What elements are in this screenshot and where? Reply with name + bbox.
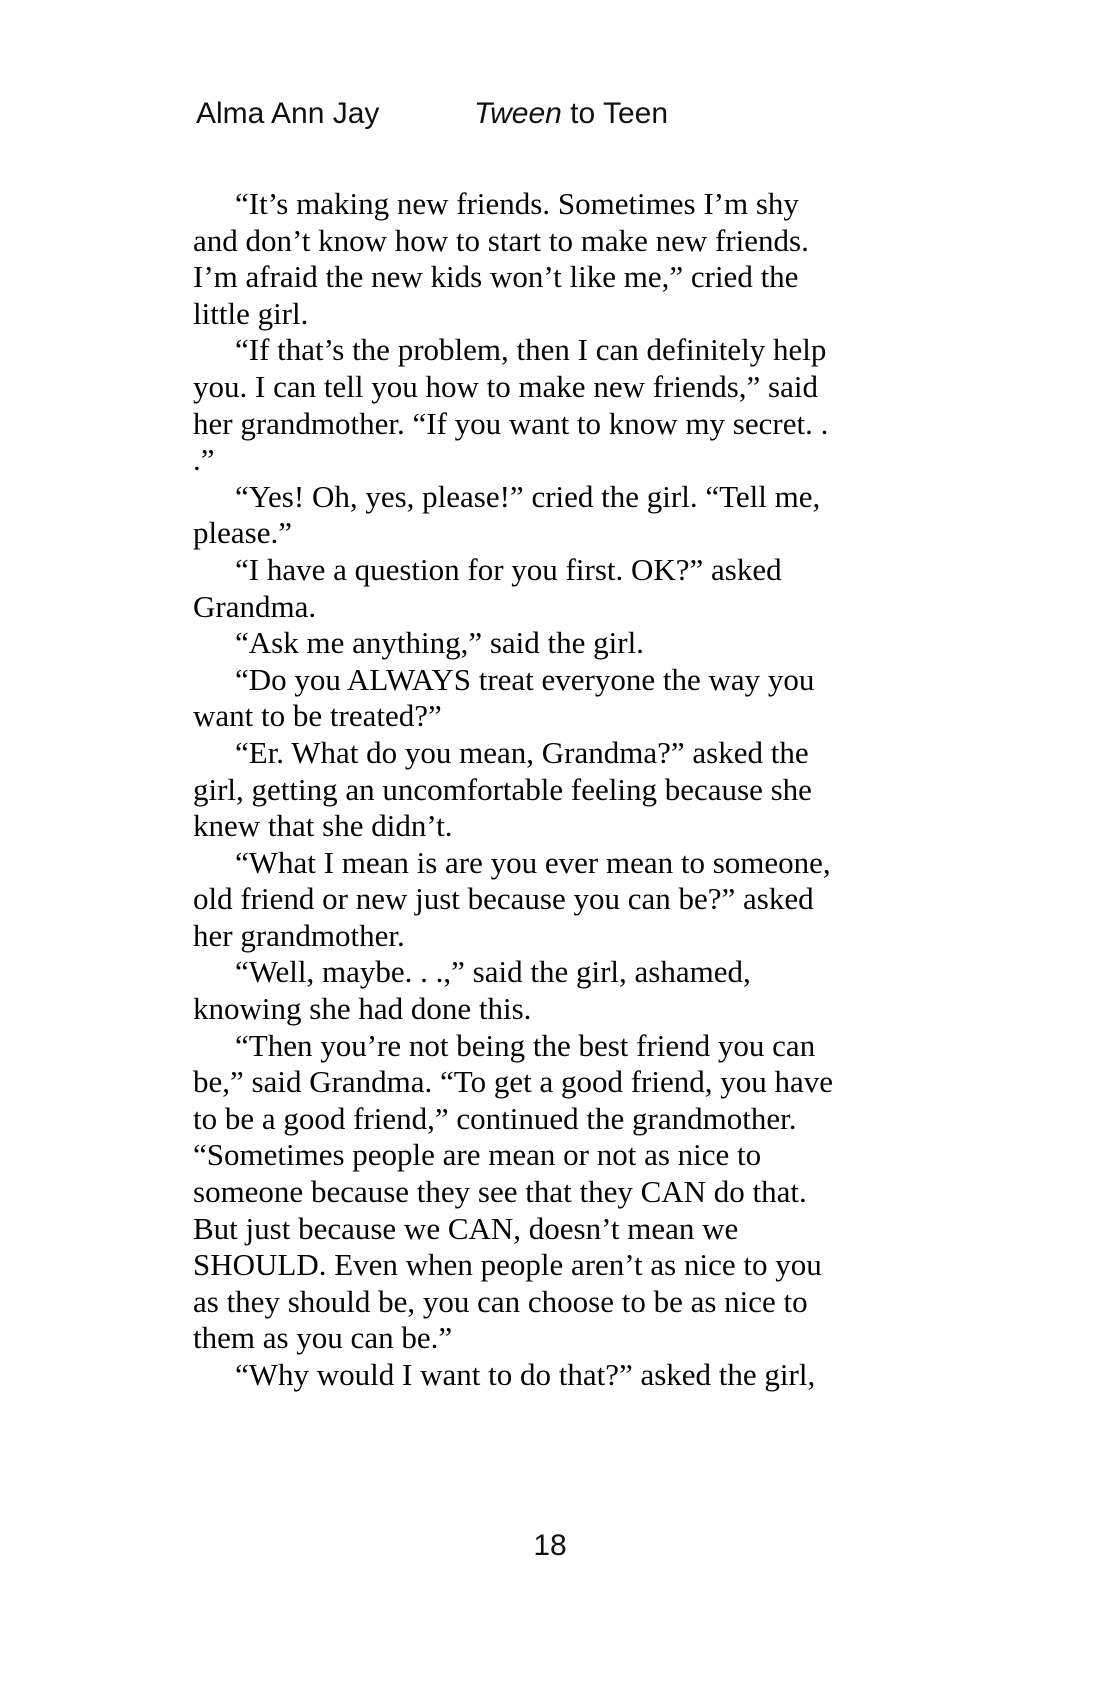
text-line: want to be treated?” xyxy=(193,698,442,734)
text-line: I’m afraid the new kids won’t like me,” cried the xyxy=(193,259,799,295)
text-line: “Well, maybe. . .,” said the girl, ashamed, xyxy=(235,954,751,990)
author-name: Alma Ann Jay xyxy=(196,97,380,130)
text-line: you. I can tell you how to make new friends,” said xyxy=(193,368,818,404)
text-line: “What I mean is are you ever mean to someone, xyxy=(235,844,831,880)
text-line: someone because they see that they CAN do that. xyxy=(193,1174,807,1210)
text-line: knowing she had done this. xyxy=(193,991,532,1027)
text-line: please.” xyxy=(193,515,292,551)
running-header xyxy=(196,96,916,132)
text-line: “Do you ALWAYS treat everyone the way you xyxy=(235,661,815,697)
text-line: “Why would I want to do that?” asked the girl, xyxy=(235,1357,816,1392)
text-line: “If that’s the problem, then I can definitely help xyxy=(235,332,827,368)
page-body xyxy=(193,186,943,1394)
text-line: But just because we CAN, doesn’t mean we xyxy=(193,1210,739,1246)
text-line: “Then you’re not being the best friend you can xyxy=(235,1027,816,1063)
book-title xyxy=(474,96,668,132)
text-line: and don’t know how to start to make new friends. xyxy=(193,222,809,258)
text-line: “Sometimes people are mean or not as nice to xyxy=(193,1137,762,1173)
book-title-italic: Tween xyxy=(474,97,562,130)
text-line: old friend or new just because you can be?” asked xyxy=(193,881,814,917)
text-line: Grandma. xyxy=(193,588,317,624)
text-line: “It’s making new friends. Sometimes I’m shy xyxy=(235,186,799,221)
text-line: “Ask me anything,” said the girl. xyxy=(235,625,644,661)
page-footer xyxy=(0,1528,1100,1564)
text-line: knew that she didn’t. xyxy=(193,808,453,844)
text-line: her grandmother. “If you want to know my secret. . xyxy=(193,405,829,441)
text-line: to be a good friend,” continued the grandmother. xyxy=(193,1100,797,1136)
text-line: “Er. What do you mean, Grandma?” asked the xyxy=(235,734,809,770)
text-line: her grandmother. xyxy=(193,917,405,953)
text-line: .” xyxy=(193,442,215,478)
page-number: 18 xyxy=(533,1529,567,1562)
text-line: little girl. xyxy=(193,295,309,331)
text-line: them as you can be.” xyxy=(193,1320,453,1356)
text-line: be,” said Grandma. “To get a good friend, you have xyxy=(193,1064,833,1100)
text-line: “I have a question for you first. OK?” asked xyxy=(235,551,782,587)
text-line: SHOULD. Even when people aren’t as nice to you xyxy=(193,1247,822,1283)
text-line: “Yes! Oh, yes, please!” cried the girl. “Tell me, xyxy=(235,478,821,514)
text-line: girl, getting an uncomfortable feeling because she xyxy=(193,771,812,807)
text-line: as they should be, you can choose to be as nice to xyxy=(193,1283,808,1319)
book-title-rest: to Teen xyxy=(561,97,669,130)
